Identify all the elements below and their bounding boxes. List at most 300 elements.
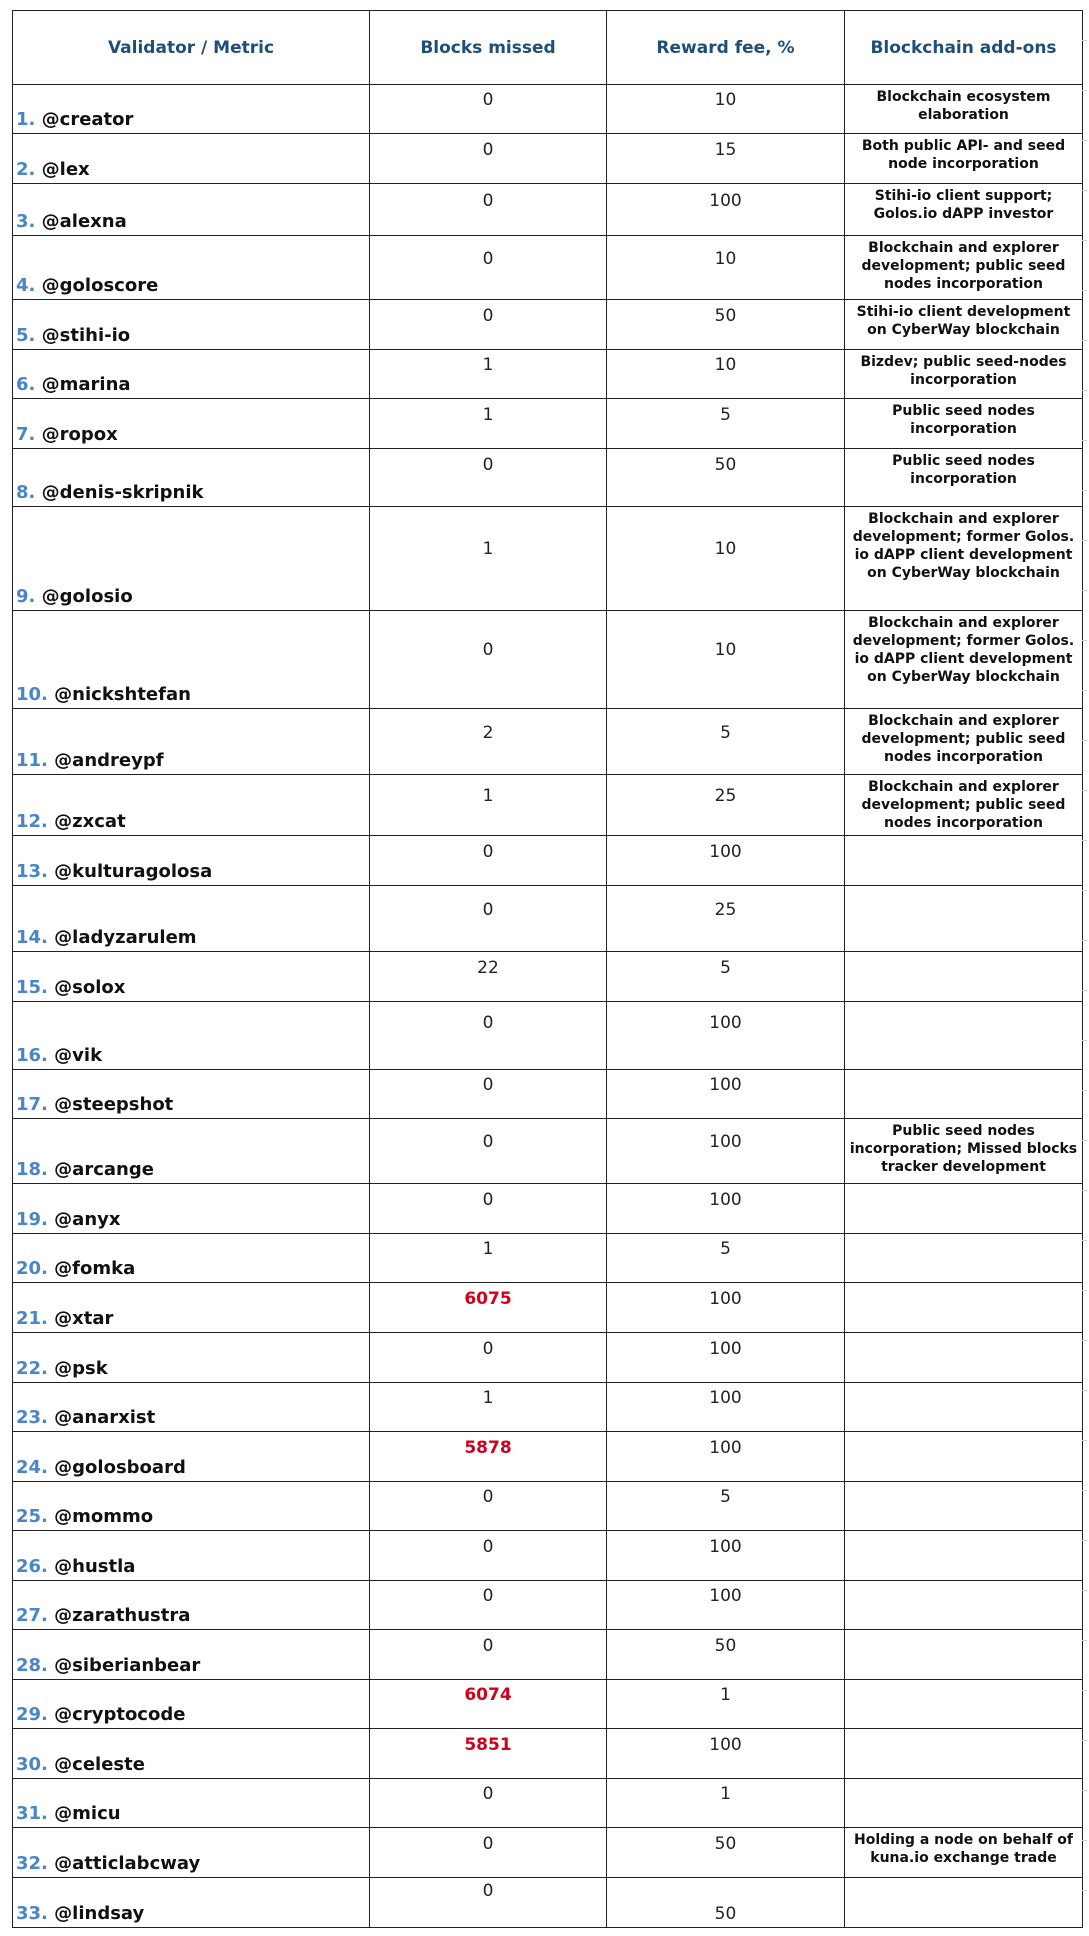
- table-row: [13, 1002, 1083, 1070]
- edge-tick: [1082, 290, 1087, 291]
- validators-table: [12, 10, 1083, 1928]
- rank-number: 14.: [16, 927, 48, 948]
- reward-fee-value: 50: [714, 454, 737, 475]
- edge-tick: [1082, 1440, 1087, 1441]
- table-row: [13, 507, 1083, 611]
- reward-fee-value: 5: [720, 404, 731, 425]
- validator-name: @alexna: [41, 211, 127, 232]
- sheet-edge-gridlines: [1082, 10, 1089, 1930]
- blocks-missed-cell: [370, 1184, 607, 1234]
- validator-column-header: Validator / Metric: [13, 11, 370, 85]
- edge-tick: [1082, 190, 1087, 191]
- rank-number: 9.: [16, 586, 36, 607]
- addons-cell: Bizdev; public seed-nodes incorporation: [845, 350, 1083, 399]
- rank-number: 15.: [16, 977, 48, 998]
- reward-fee-cell: [607, 1184, 845, 1234]
- edge-tick: [1082, 390, 1087, 391]
- blocks-missed-cell: [370, 1581, 607, 1630]
- blocks-missed-cell: [370, 611, 607, 709]
- edge-tick: [1082, 1090, 1087, 1091]
- blocks-missed-value: 0: [482, 90, 494, 110]
- reward-fee-value: 1: [720, 1685, 731, 1705]
- rank-number: 6.: [16, 374, 36, 395]
- reward-fee-value: 100: [709, 1536, 742, 1557]
- validator-name: @ropox: [41, 424, 118, 445]
- validator-cell: [13, 1234, 370, 1283]
- blocks-missed-value: 1: [482, 355, 494, 375]
- blocks-missed-value: 22: [477, 957, 499, 978]
- blocks-missed-cell: [370, 1828, 607, 1878]
- reward-fee-value: 100: [709, 1437, 742, 1458]
- reward-fee-cell: [607, 709, 845, 775]
- blocks-missed-value: 5878: [464, 1437, 512, 1458]
- reward-fee-value: 10: [714, 639, 737, 660]
- reward-fee-cell: [607, 1383, 845, 1432]
- validator-name: @fomka: [54, 1258, 136, 1279]
- blocks-missed-value: 0: [482, 248, 494, 269]
- blocks-missed-value: 0: [482, 841, 494, 862]
- reward-fee-column-header: Reward fee, %: [607, 11, 845, 85]
- reward-fee-cell: [607, 300, 845, 350]
- reward-fee-cell: [607, 507, 845, 611]
- edge-tick: [1082, 1340, 1087, 1341]
- validator-cell: [13, 1779, 370, 1828]
- blocks-missed-cell: [370, 836, 607, 886]
- edge-tick: [1082, 340, 1087, 341]
- blocks-missed-value: 0: [482, 1189, 494, 1210]
- reward-fee-cell: [607, 1828, 845, 1878]
- edge-tick: [1082, 1390, 1087, 1391]
- addons-cell: [845, 1184, 1083, 1234]
- blocks-missed-cell: [370, 184, 607, 236]
- table-row: [13, 1070, 1083, 1119]
- edge-tick: [1082, 590, 1087, 591]
- validator-name: @solox: [54, 977, 126, 998]
- rank-number: 32.: [16, 1853, 48, 1874]
- reward-fee-cell: [607, 1119, 845, 1184]
- blocks-missed-value: 6074: [464, 1685, 512, 1705]
- blocks-missed-cell: [370, 134, 607, 184]
- blocks-missed-value: 5851: [464, 1734, 512, 1755]
- blocks-missed-value: 0: [482, 139, 494, 160]
- reward-fee-value: 25: [714, 899, 737, 920]
- reward-fee-value: 100: [709, 841, 742, 862]
- blocks-missed-value: 1: [482, 404, 494, 425]
- blocks-missed-cell: [370, 1333, 607, 1383]
- blocks-missed-value: 0: [482, 1338, 494, 1359]
- edge-tick: [1082, 1140, 1087, 1141]
- blocks-missed-value: 1: [482, 786, 494, 806]
- blocks-missed-column-header: Blocks missed: [370, 11, 607, 85]
- rank-number: 5.: [16, 325, 36, 346]
- blocks-missed-value: 0: [482, 1075, 494, 1095]
- rank-number: 17.: [16, 1094, 48, 1115]
- validator-cell: [13, 611, 370, 709]
- rank-number: 4.: [16, 275, 36, 296]
- blocks-missed-cell: [370, 1283, 607, 1333]
- table-row: [13, 1333, 1083, 1383]
- edge-tick: [1082, 1640, 1087, 1641]
- edge-tick: [1082, 1590, 1087, 1591]
- reward-fee-cell: [607, 1283, 845, 1333]
- table-row: [13, 952, 1083, 1002]
- edge-tick: [1082, 690, 1087, 691]
- validator-cell: [13, 184, 370, 236]
- table-row: [13, 1531, 1083, 1581]
- blocks-missed-cell: [370, 1119, 607, 1184]
- blocks-missed-cell: [370, 236, 607, 300]
- rank-number: 24.: [16, 1457, 48, 1478]
- addons-cell: [845, 1729, 1083, 1779]
- table-row: [13, 85, 1083, 134]
- edge-tick: [1082, 840, 1087, 841]
- addons-cell: Blockchain and explorer development; public seed nodes incorporation: [845, 709, 1083, 775]
- table-row: [13, 1432, 1083, 1482]
- validator-name: @psk: [54, 1358, 108, 1379]
- validator-cell: [13, 1070, 370, 1119]
- reward-fee-cell: [607, 1729, 845, 1779]
- reward-fee-cell: [607, 1002, 845, 1070]
- rank-number: 18.: [16, 1159, 48, 1180]
- reward-fee-value: 1: [720, 1784, 731, 1804]
- blocks-missed-value: 0: [482, 1880, 494, 1901]
- table-row: [13, 1630, 1083, 1680]
- validator-cell: [13, 1878, 370, 1928]
- validator-name: @nickshtefan: [54, 684, 191, 705]
- rank-number: 31.: [16, 1803, 48, 1824]
- blocks-missed-value: 0: [482, 1586, 494, 1606]
- table-row: [13, 836, 1083, 886]
- reward-fee-cell: [607, 1630, 845, 1680]
- addons-cell: Blockchain and explorer development; former Golos. io dAPP client development on CyberWay blockchain: [845, 507, 1083, 611]
- validator-cell: [13, 1482, 370, 1531]
- reward-fee-value: 50: [714, 1833, 737, 1854]
- reward-fee-cell: [607, 449, 845, 507]
- addons-cell: [845, 1581, 1083, 1630]
- blocks-missed-cell: [370, 709, 607, 775]
- validator-cell: [13, 952, 370, 1002]
- addons-cell: Public seed nodes incorporation: [845, 399, 1083, 449]
- addons-cell: Blockchain ecosystem elaboration: [845, 85, 1083, 134]
- reward-fee-cell: [607, 350, 845, 399]
- validator-cell: [13, 1828, 370, 1878]
- blocks-missed-value: 0: [482, 1536, 494, 1557]
- table-row: [13, 236, 1083, 300]
- edge-tick: [1082, 40, 1087, 41]
- rank-number: 20.: [16, 1258, 48, 1279]
- table-row: [13, 449, 1083, 507]
- edge-tick: [1082, 640, 1087, 641]
- validator-name: @marina: [41, 374, 131, 395]
- validator-cell: [13, 836, 370, 886]
- reward-fee-value: 50: [714, 1635, 737, 1656]
- addons-cell: [845, 1630, 1083, 1680]
- reward-fee-value: 25: [714, 786, 737, 806]
- validator-name: @celeste: [54, 1754, 145, 1775]
- validator-cell: [13, 350, 370, 399]
- rank-number: 25.: [16, 1506, 48, 1527]
- addons-cell: [845, 886, 1083, 952]
- addons-cell: Public seed nodes incorporation; Missed blocks tracker development: [845, 1119, 1083, 1184]
- validator-name: @anarxist: [54, 1407, 156, 1428]
- blocks-missed-cell: [370, 85, 607, 134]
- blocks-missed-cell: [370, 300, 607, 350]
- rank-number: 30.: [16, 1754, 48, 1775]
- reward-fee-cell: [607, 886, 845, 952]
- table-row: [13, 300, 1083, 350]
- validator-name: @siberianbear: [54, 1655, 201, 1676]
- table-row: [13, 611, 1083, 709]
- validator-cell: [13, 1184, 370, 1234]
- rank-number: 3.: [16, 211, 36, 232]
- validator-name: @zxcat: [54, 811, 126, 832]
- reward-fee-cell: [607, 1878, 845, 1928]
- header-row: [13, 11, 1083, 85]
- blocks-missed-value: 2: [482, 722, 494, 743]
- reward-fee-cell: [607, 611, 845, 709]
- validator-cell: [13, 1283, 370, 1333]
- validator-name: @goloscore: [41, 275, 159, 296]
- blocks-missed-cell: [370, 350, 607, 399]
- table-row: [13, 1383, 1083, 1432]
- validator-cell: [13, 1630, 370, 1680]
- rank-number: 21.: [16, 1308, 48, 1329]
- edge-tick: [1082, 240, 1087, 241]
- blocks-missed-cell: [370, 952, 607, 1002]
- reward-fee-cell: [607, 184, 845, 236]
- edge-tick: [1082, 1740, 1087, 1741]
- blocks-missed-cell: [370, 1680, 607, 1729]
- validator-name: @vik: [54, 1045, 103, 1066]
- validator-cell: [13, 1680, 370, 1729]
- validator-name: @lindsay: [54, 1903, 145, 1924]
- validator-cell: [13, 1333, 370, 1383]
- validator-name: @golosboard: [54, 1457, 186, 1478]
- addons-cell: Stihi-io client development on CyberWay blockchain: [845, 300, 1083, 350]
- validator-name: @lex: [41, 159, 90, 180]
- reward-fee-cell: [607, 1581, 845, 1630]
- reward-fee-value: 5: [720, 1487, 731, 1507]
- rank-number: 10.: [16, 684, 48, 705]
- validator-name: @zarathustra: [54, 1605, 191, 1626]
- reward-fee-cell: [607, 134, 845, 184]
- rank-number: 8.: [16, 482, 36, 503]
- rank-number: 29.: [16, 1704, 48, 1725]
- table-row: [13, 1283, 1083, 1333]
- blocks-missed-cell: [370, 1383, 607, 1432]
- blocks-missed-cell: [370, 1531, 607, 1581]
- table-row: [13, 1729, 1083, 1779]
- validator-cell: [13, 1729, 370, 1779]
- table-row: [13, 184, 1083, 236]
- edge-tick: [1082, 540, 1087, 541]
- blocks-missed-value: 0: [482, 1635, 494, 1656]
- rank-number: 22.: [16, 1358, 48, 1379]
- edge-tick: [1082, 740, 1087, 741]
- validator-name: @mommo: [54, 1506, 154, 1527]
- validator-name: @hustla: [54, 1556, 136, 1577]
- blocks-missed-cell: [370, 775, 607, 836]
- validator-name: @andreypf: [54, 750, 164, 771]
- blocks-missed-cell: [370, 1779, 607, 1828]
- validator-name: @anyx: [54, 1209, 121, 1230]
- reward-fee-value: 100: [709, 1189, 742, 1210]
- reward-fee-cell: [607, 1531, 845, 1581]
- reward-fee-value: 5: [720, 957, 731, 978]
- validator-cell: [13, 300, 370, 350]
- blocks-missed-cell: [370, 1630, 607, 1680]
- validator-cell: [13, 85, 370, 134]
- reward-fee-value: 5: [720, 1239, 731, 1259]
- blocks-missed-value: 0: [482, 899, 494, 920]
- reward-fee-value: 100: [709, 1388, 742, 1408]
- reward-fee-cell: [607, 85, 845, 134]
- addons-cell: [845, 1333, 1083, 1383]
- blocks-missed-value: 0: [482, 305, 494, 326]
- table-row: [13, 1119, 1083, 1184]
- reward-fee-cell: [607, 952, 845, 1002]
- addons-cell: Blockchain and explorer development; public seed nodes incorporation: [845, 775, 1083, 836]
- blocks-missed-cell: [370, 1432, 607, 1482]
- edge-tick: [1082, 1790, 1087, 1791]
- rank-number: 19.: [16, 1209, 48, 1230]
- edge-tick: [1082, 1890, 1087, 1891]
- blocks-missed-value: 0: [482, 1833, 494, 1854]
- blocks-missed-value: 1: [482, 1388, 494, 1408]
- addons-cell: [845, 1779, 1083, 1828]
- blocks-missed-cell: [370, 1002, 607, 1070]
- edge-tick: [1082, 1240, 1087, 1241]
- edge-tick: [1082, 1690, 1087, 1691]
- rank-number: 7.: [16, 424, 36, 445]
- table-row: [13, 1482, 1083, 1531]
- validator-name: @steepshot: [54, 1094, 174, 1115]
- edge-tick: [1082, 1190, 1087, 1191]
- reward-fee-value: 100: [709, 1012, 742, 1033]
- validator-cell: [13, 1432, 370, 1482]
- table-row: [13, 1878, 1083, 1928]
- blocks-missed-value: 0: [482, 639, 494, 660]
- validator-cell: [13, 507, 370, 611]
- edge-tick: [1082, 490, 1087, 491]
- validator-cell: [13, 1531, 370, 1581]
- table-row: [13, 1680, 1083, 1729]
- table-row: [13, 775, 1083, 836]
- edge-tick: [1082, 90, 1087, 91]
- blocks-missed-cell: [370, 1482, 607, 1531]
- rank-number: 13.: [16, 861, 48, 882]
- reward-fee-value: 15: [714, 139, 737, 160]
- table-row: [13, 1828, 1083, 1878]
- validator-name: @arcange: [54, 1159, 154, 1180]
- addons-cell: [845, 1680, 1083, 1729]
- reward-fee-value: 10: [714, 248, 737, 269]
- validator-cell: [13, 1581, 370, 1630]
- blocks-missed-value: 0: [482, 190, 494, 211]
- reward-fee-value: 5: [720, 722, 731, 743]
- blocks-missed-value: 0: [482, 1487, 494, 1507]
- reward-fee-cell: [607, 1070, 845, 1119]
- blocks-missed-cell: [370, 399, 607, 449]
- reward-fee-cell: [607, 1432, 845, 1482]
- validator-cell: [13, 775, 370, 836]
- blocks-missed-value: 0: [482, 1012, 494, 1033]
- reward-fee-value: 50: [714, 1903, 737, 1924]
- addons-cell: [845, 1283, 1083, 1333]
- addons-cell: Blockchain and explorer development; public seed nodes incorporation: [845, 236, 1083, 300]
- reward-fee-cell: [607, 1779, 845, 1828]
- table-row: [13, 1779, 1083, 1828]
- rank-number: 27.: [16, 1605, 48, 1626]
- rank-number: 12.: [16, 811, 48, 832]
- validator-name: @creator: [41, 109, 134, 130]
- validator-name: @golosio: [41, 586, 133, 607]
- validator-name: @micu: [54, 1803, 121, 1824]
- reward-fee-value: 100: [709, 1075, 742, 1095]
- addons-cell: [845, 1002, 1083, 1070]
- validator-name: @ladyzarulem: [54, 927, 197, 948]
- validator-cell: [13, 886, 370, 952]
- validator-name: @kulturagolosa: [54, 861, 213, 882]
- addons-cell: [845, 952, 1083, 1002]
- reward-fee-cell: [607, 399, 845, 449]
- rank-number: 28.: [16, 1655, 48, 1676]
- rank-number: 2.: [16, 159, 36, 180]
- addons-cell: Stihi-io client support; Golos.io dAPP investor: [845, 184, 1083, 236]
- reward-fee-value: 10: [714, 90, 737, 110]
- reward-fee-cell: [607, 236, 845, 300]
- edge-tick: [1082, 440, 1087, 441]
- reward-fee-cell: [607, 1234, 845, 1283]
- blocks-missed-value: 6075: [464, 1288, 512, 1309]
- rank-number: 11.: [16, 750, 48, 771]
- reward-fee-cell: [607, 775, 845, 836]
- addons-cell: Blockchain and explorer development; former Golos. io dAPP client development on CyberWay blockchain: [845, 611, 1083, 709]
- addons-column-header: Blockchain add-ons: [845, 11, 1083, 85]
- table-row: [13, 886, 1083, 952]
- rank-number: 16.: [16, 1045, 48, 1066]
- validator-name: @atticlabcway: [54, 1853, 201, 1874]
- validator-name: @denis-skripnik: [41, 482, 204, 503]
- table-row: [13, 399, 1083, 449]
- blocks-missed-cell: [370, 507, 607, 611]
- table-row: [13, 350, 1083, 399]
- addons-cell: [845, 1482, 1083, 1531]
- edge-tick: [1082, 1490, 1087, 1491]
- edge-tick: [1082, 1540, 1087, 1541]
- reward-fee-value: 10: [714, 355, 737, 375]
- blocks-missed-value: 0: [482, 1784, 494, 1804]
- blocks-missed-cell: [370, 1070, 607, 1119]
- edge-tick: [1082, 940, 1087, 941]
- blocks-missed-cell: [370, 1234, 607, 1283]
- blocks-missed-cell: [370, 449, 607, 507]
- edge-tick: [1082, 1290, 1087, 1291]
- validator-cell: [13, 1119, 370, 1184]
- validator-name: @cryptocode: [54, 1704, 186, 1725]
- addons-cell: [845, 1432, 1083, 1482]
- blocks-missed-value: 0: [482, 1132, 494, 1152]
- edge-tick: [1082, 790, 1087, 791]
- table-row: [13, 1581, 1083, 1630]
- reward-fee-cell: [607, 1333, 845, 1383]
- reward-fee-value: 100: [709, 1734, 742, 1755]
- edge-tick: [1082, 890, 1087, 891]
- addons-cell: Both public API- and seed node incorporation: [845, 134, 1083, 184]
- reward-fee-value: 100: [709, 190, 742, 211]
- validator-cell: [13, 1002, 370, 1070]
- reward-fee-value: 100: [709, 1132, 742, 1152]
